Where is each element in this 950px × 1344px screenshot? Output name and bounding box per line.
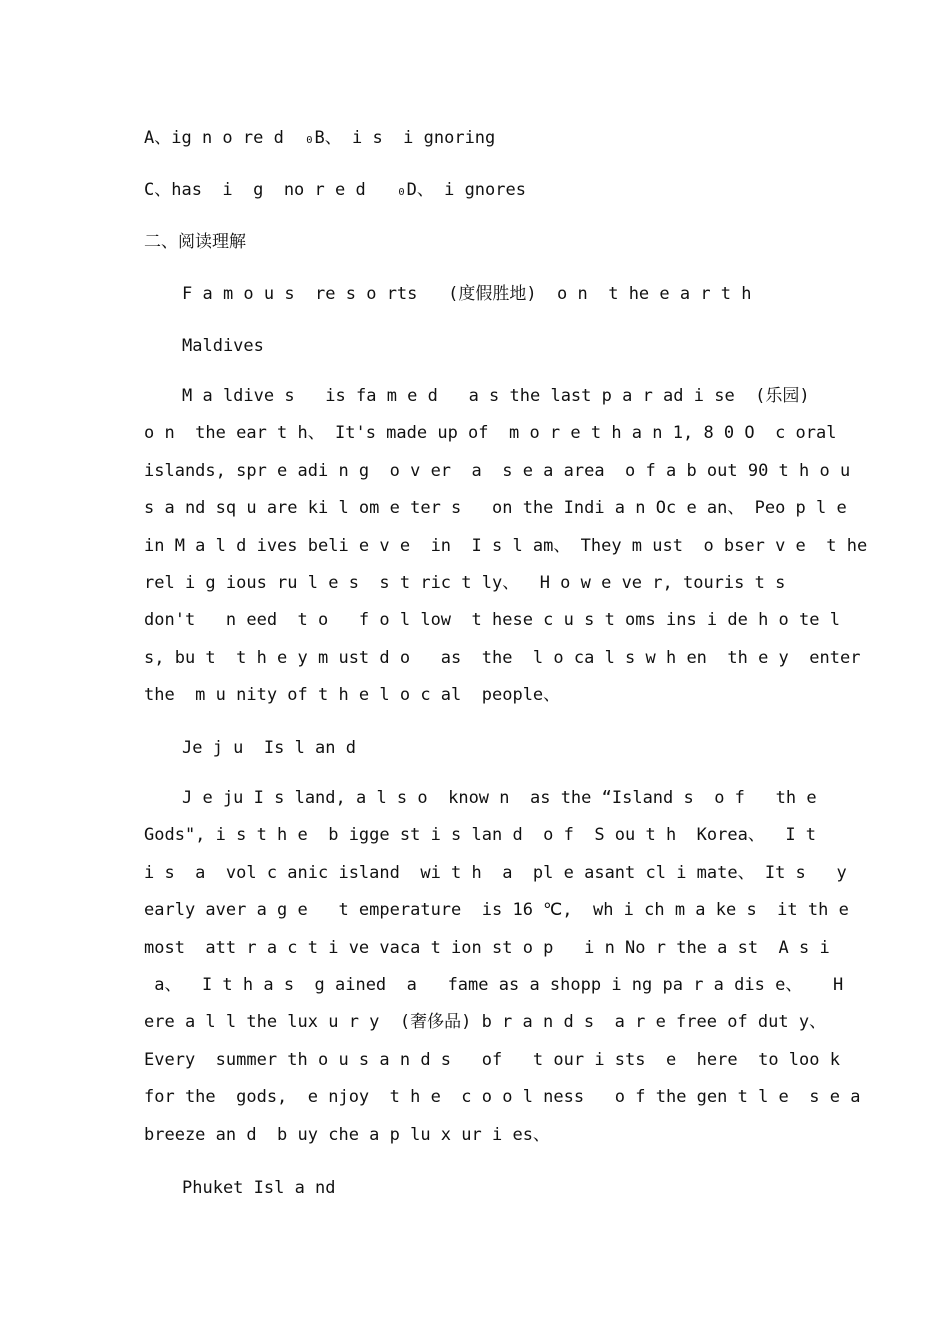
option-line-c-d: C、has i g no r e d ₀D、 i gnores [144, 180, 526, 200]
maldives-line: s a nd sq u are ki l om e ter s on the Indi a n Oc e an、 Peo p l e [144, 498, 847, 519]
jeju-line: a、 I t h a s g ained a fame as a shopp i ng pa r a dis e、 H [144, 974, 844, 995]
maldives-line: the m u nity of t h e l o c al people、 [144, 685, 561, 706]
jeju-paragraph [144, 780, 861, 1154]
jeju-line: breeze an d b uy che a p lu x ur i es、 [144, 1124, 550, 1145]
option-line-a-b: A、ig n o re d ₀B、 i s i gnoring [144, 128, 496, 148]
jeju-line: i s a vol c anic island wi t h a pl e asant cl i mate、 It s y [144, 862, 847, 883]
maldives-line: islands, spr e adi n g o v er a s e a area o f a b out 90 t h o u [144, 460, 851, 481]
jeju-heading: Je j u Is l an d [182, 738, 356, 758]
section-heading: 二、阅读理解 [144, 232, 246, 252]
jeju-line: most att r a c t i ve vaca t ion st o p i n No r the a st A s i [144, 937, 830, 958]
article-title: F a m o u s re s o rts (度假胜地) o n t he e a r t h [182, 284, 752, 304]
maldives-line: M a ldive s is fa m e d a s the last p a r ad i se (乐园) [182, 386, 810, 406]
jeju-line: early aver a g e t emperature is 16 ℃, wh i ch m a ke s it th e [144, 900, 849, 921]
maldives-line: in M a l d ives beli e v e in I s l am、 They m ust o bser v e t he [144, 535, 868, 556]
maldives-line: don't n eed t o f o l low t hese c u s t oms ins i de h o te l [144, 610, 840, 631]
jeju-line: Gods", i s t h e b igge st i s lan d o f S ou t h Korea、 I t [144, 825, 817, 846]
phuket-heading: Phuket Isl a nd [182, 1178, 336, 1198]
maldives-line: rel i g ious ru l e s s t ric t ly、 H o w e ve r, touris t s [144, 572, 786, 593]
maldives-heading: Maldives [182, 336, 264, 356]
maldives-line: o n the ear t h、 It's made up of m o r e t h a n 1, 8 0 O c oral [144, 423, 837, 444]
jeju-line: ere a l l the lux u r y (奢侈品) b r a n d s a r e free of dut y、 [144, 1012, 827, 1033]
jeju-line: for the gods, e njoy t h e c o o l ness o f the gen t l e s e a [144, 1087, 861, 1108]
jeju-line: Every summer th o u s a n d s of t our i sts e here to loo k [144, 1049, 840, 1070]
maldives-paragraph [144, 378, 868, 715]
jeju-line: J e ju I s land, a l s o know n as the “Island s o f th e [182, 788, 817, 808]
maldives-line: s, bu t t h e y m ust d o as the l o ca l s w h en th e y enter [144, 647, 861, 668]
